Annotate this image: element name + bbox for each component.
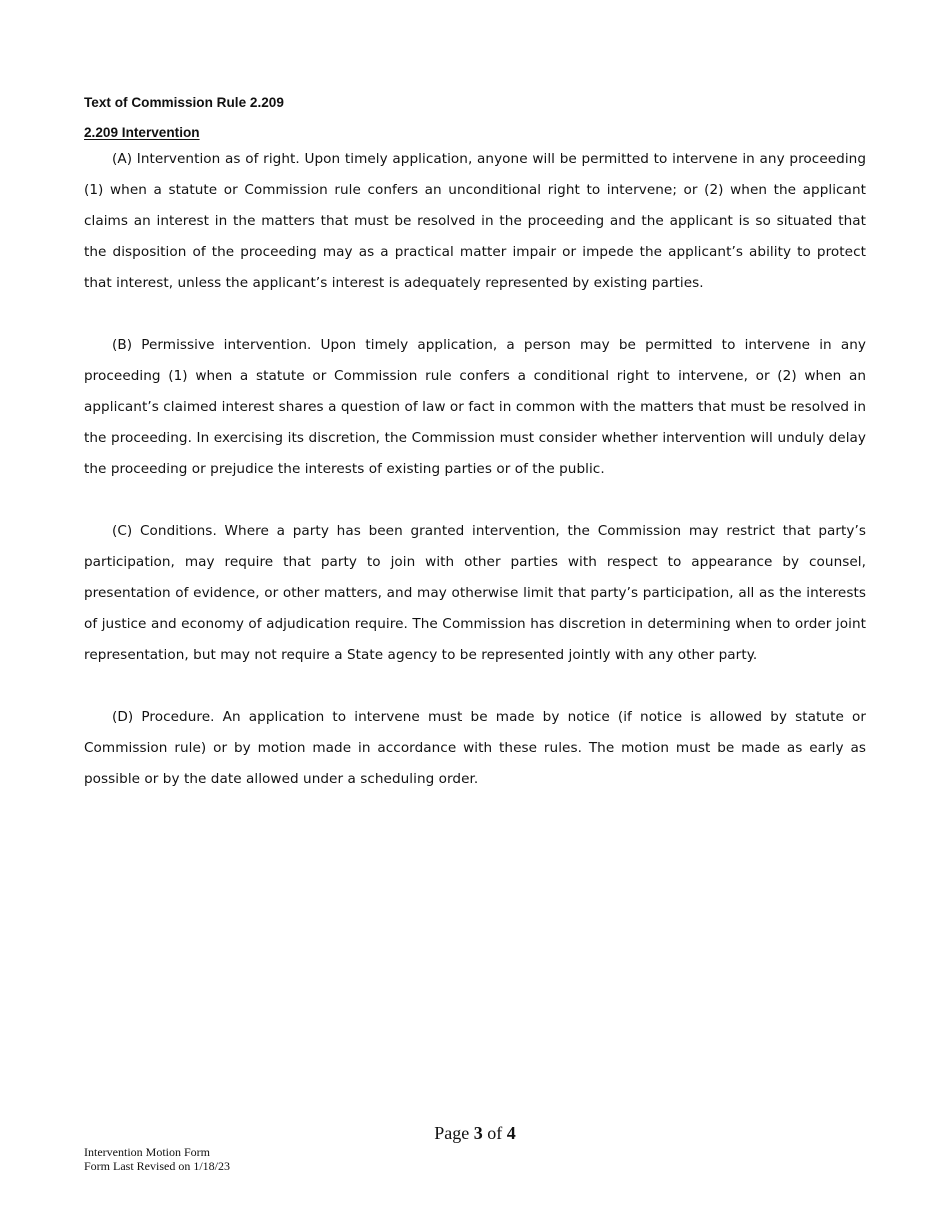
document-body: [84, 92, 866, 795]
form-footer: [84, 1145, 230, 1173]
paragraph-b: (B) Permissive intervention. Upon timely application, a person may be permitted to intervene in any proceeding (1) when a statute or Commission rule confers a conditional right to intervene, or (2) when an applicant’s claimed interest shares a question of law or fact in common with the matters that must be resolved in the proceeding. In exercising its discretion, the Commission must consider whether intervention will unduly delay the proceeding or prejudice the interests of existing parties or of the public.: [84, 337, 866, 477]
section-heading-text: 2.209 Intervention: [84, 125, 200, 140]
form-revised: Form Last Revised on 1/18/23: [84, 1159, 230, 1173]
section-heading: [84, 122, 866, 144]
page-prefix: Page: [434, 1123, 474, 1143]
form-name: Intervention Motion Form: [84, 1145, 210, 1159]
page-current: 3: [473, 1123, 483, 1143]
page-number: [0, 1123, 950, 1144]
paragraph-d: (D) Procedure. An application to intervene must be made by notice (if notice is allowed by statute or Commission rule) or by motion made in accordance with these rules. The motion must be made as early as possible or by the date allowed under a scheduling order.: [84, 709, 866, 787]
document-title: Text of Commission Rule 2.209: [84, 95, 284, 110]
page-total: 4: [506, 1123, 516, 1143]
page-of: of: [482, 1123, 507, 1143]
paragraph-c: (C) Conditions. Where a party has been granted intervention, the Commission may restrict that party’s participation, may require that party to join with other parties with respect to appearance by counsel, presentation of evidence, or other matters, and may otherwise limit that party’s participation, all as the interests of justice and economy of adjudication require. The Commission has discretion in determining when to order joint representation, but may not require a State agency to be represented jointly with any other party.: [84, 523, 866, 663]
paragraph-a: (A) Intervention as of right. Upon timely application, anyone will be permitted to intervene in any proceeding (1) when a statute or Commission rule confers an unconditional right to intervene; or (2) when the applicant claims an interest in the matters that must be resolved in the proceeding and the applicant is so situated that the disposition of the proceeding may as a practical matter impair or impede the applicant’s ability to protect that interest, unless the applicant’s interest is adequately represented by existing parties.: [84, 151, 866, 291]
